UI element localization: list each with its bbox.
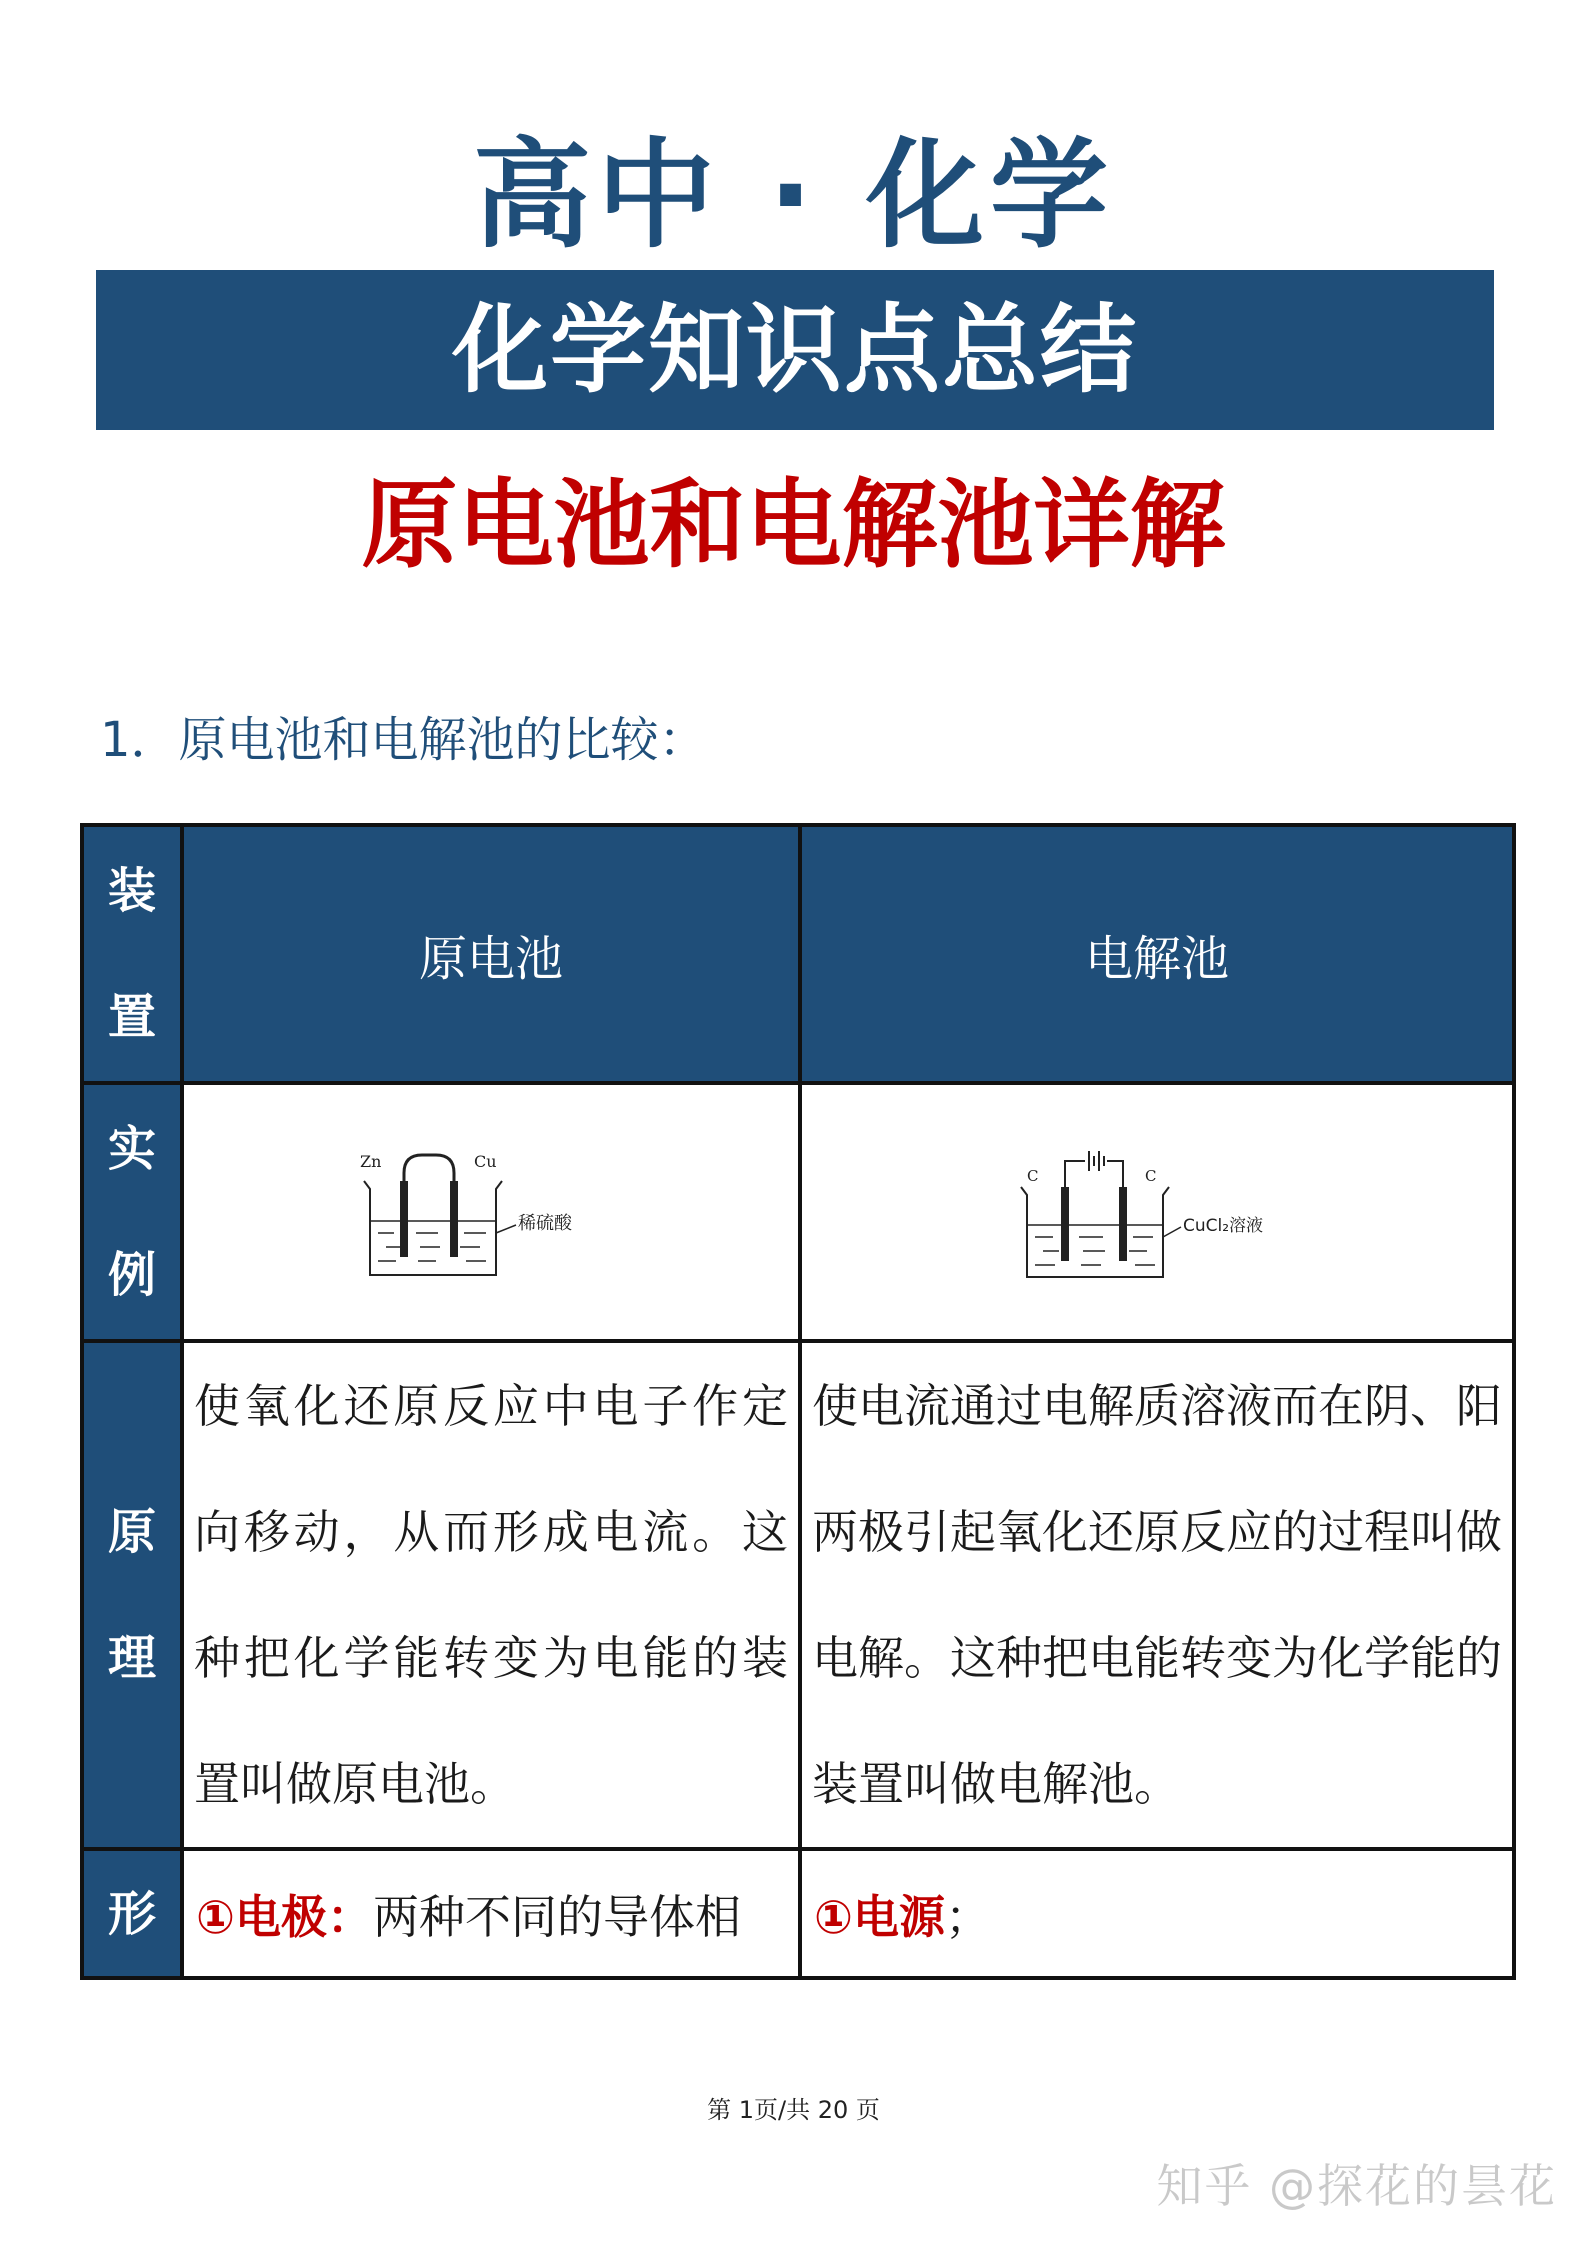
solution-label: CuCl₂溶液 — [1183, 1216, 1264, 1236]
row-label-char: 理 — [107, 1630, 156, 1686]
table-row — [82, 1341, 1514, 1849]
galvanic-cell-diagram — [356, 1137, 626, 1287]
solution-label: 稀硫酸 — [518, 1213, 572, 1234]
formation-text: 两种不同的导体相 — [372, 1889, 741, 1944]
c-electrode-right — [1119, 1187, 1127, 1261]
cu-electrode-label: Cu — [474, 1152, 497, 1171]
comparison-table — [80, 823, 1516, 1980]
row-label-char: 例 — [107, 1247, 156, 1303]
electrolytic-cell-diagram — [1017, 1137, 1297, 1287]
row-label-formation — [82, 1849, 182, 1978]
table-row — [82, 1849, 1514, 1978]
beaker — [1021, 1187, 1169, 1277]
watermark: 知乎 @探花的昙花 — [1156, 2159, 1557, 2213]
page-footer: 第 1页/共 20 页 — [707, 2096, 880, 2124]
galvanic-principle-cell — [182, 1341, 800, 1849]
page-title: 高中 · 化学 — [473, 126, 1114, 264]
row-label-char: 置 — [107, 989, 156, 1045]
row-label-char: 原 — [107, 1504, 156, 1560]
row-label-char: 装 — [107, 863, 156, 919]
galvanic-principle-text: 使氧化还原反应中电子作定向移动，从而形成电流。这种把化学能转变为电能的装置叫做原电池。 — [194, 1379, 788, 1811]
battery-icon — [1089, 1151, 1104, 1171]
cu-electrode — [450, 1181, 458, 1257]
column-header-galvanic-cell: 原电池 — [182, 825, 800, 1083]
electrolytic-principle-text: 使电流通过电解质溶液而在阴、阳两极引起氧化还原反应的过程叫做电解。这种把电能转变为化学能的装置叫做电解池。 — [812, 1379, 1502, 1811]
formation-label: ①电极： — [196, 1889, 373, 1944]
c-electrode-label-right: C — [1145, 1167, 1157, 1185]
banner-title: 化学知识点总结 — [96, 270, 1494, 430]
section-heading: 1．原电池和电解池的比较： — [100, 712, 707, 768]
c-electrode-label-left: C — [1027, 1167, 1039, 1185]
row-label-device — [82, 825, 182, 1083]
page-subtitle: 原电池和电解池详解 — [361, 469, 1226, 581]
galvanic-cell-diagram-cell — [182, 1083, 800, 1341]
row-label-example — [82, 1083, 182, 1341]
row-label-principle — [82, 1341, 182, 1849]
wire — [404, 1155, 454, 1181]
zn-electrode — [400, 1181, 408, 1257]
formation-label: ①电源 — [814, 1889, 945, 1944]
row-label-char: 实 — [107, 1121, 156, 1177]
electrolytic-cell-diagram-cell — [800, 1083, 1514, 1341]
table-row — [82, 1083, 1514, 1341]
electrolytic-formation-cell — [800, 1849, 1514, 1978]
electrolytic-principle-cell — [800, 1341, 1514, 1849]
column-header-electrolytic-cell: 电解池 — [800, 825, 1514, 1083]
c-electrode-left — [1061, 1187, 1069, 1261]
formation-text: ； — [944, 1889, 991, 1944]
zn-electrode-label: Zn — [360, 1152, 382, 1171]
galvanic-formation-cell — [182, 1849, 800, 1978]
table-row — [82, 825, 1514, 1083]
row-label-char: 形 — [107, 1885, 156, 1942]
